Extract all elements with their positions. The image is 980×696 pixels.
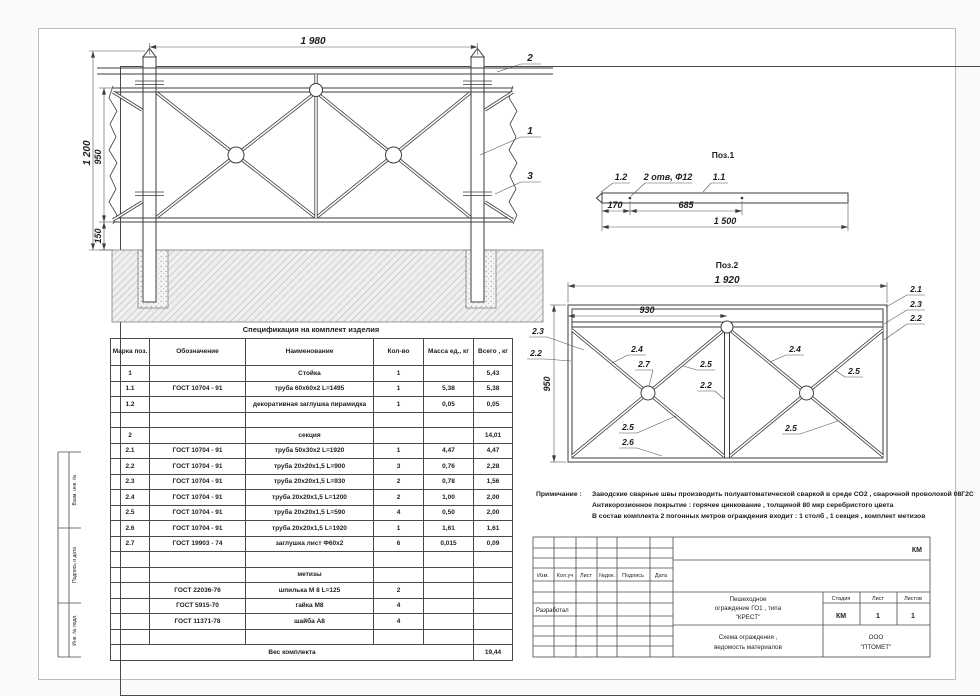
table-cell: 2 xyxy=(374,474,424,490)
table-cell xyxy=(374,629,424,645)
col-designation: Обозначение xyxy=(150,339,246,366)
pos1-callout-cap: 1.2 xyxy=(614,172,628,182)
table-cell: 5,38 xyxy=(474,381,513,397)
break-line-right xyxy=(509,86,517,224)
table-row xyxy=(111,366,513,382)
pos2-drawing xyxy=(527,260,925,462)
stage-label: Стадия xyxy=(831,596,851,602)
table-cell: труба 50х30х2 L=1920 xyxy=(246,443,374,459)
table-cell: декоративная заглушка пирамидка xyxy=(246,397,374,413)
doc-code: КМ xyxy=(911,547,922,554)
dim-fence-bottom-gap: 150 xyxy=(93,228,103,244)
table-cell: 2.2 xyxy=(111,459,150,475)
table-cell xyxy=(424,366,474,382)
table-cell: 0,09 xyxy=(474,536,513,552)
dim-fence-section-height: 950 xyxy=(93,149,103,165)
table-cell: труба 20х20х1,5 L=900 xyxy=(246,459,374,475)
pos1-hole-1 xyxy=(629,197,632,200)
revision-col-data: Дата xyxy=(654,573,668,579)
side-stamp-texts xyxy=(72,475,78,646)
table-cell xyxy=(111,583,150,599)
total-weight-value: 19,44 xyxy=(474,645,513,661)
node-disc-right xyxy=(386,147,402,163)
sheets-label: Листов xyxy=(904,596,922,602)
table-cell xyxy=(111,412,150,428)
table-cell: шайба А8 xyxy=(246,614,374,630)
callout-post: 1 xyxy=(527,126,533,137)
col-total-mass: Всего , кг xyxy=(474,339,513,366)
table-cell: 0,78 xyxy=(424,474,474,490)
pos2-callout-diag-short-upper-right: 2.5 xyxy=(848,366,860,376)
post-left xyxy=(143,57,156,302)
project-line-3: "КРЕСТ" xyxy=(735,614,761,621)
pos2-callout-top-rail: 2.1 xyxy=(910,284,922,294)
pos2-callout-side-post-right: 2.2 xyxy=(910,313,922,323)
pos2-disc-top xyxy=(721,321,733,333)
table-cell: 3 xyxy=(374,459,424,475)
table-cell: 1 xyxy=(374,381,424,397)
side-box-1: Взам. инв. № xyxy=(72,474,78,506)
callout-bracket: 3 xyxy=(527,171,533,182)
note-line: Заводские сварные швы производить полуавтоматической сваркой в среде СО2 , сварочной проволокой 08Г2С xyxy=(592,491,974,498)
table-cell xyxy=(111,598,150,614)
table-cell: 1,61 xyxy=(474,521,513,537)
table-row xyxy=(111,443,513,459)
table-cell: ГОСТ 10704 - 91 xyxy=(150,505,246,521)
table-cell: 2 xyxy=(374,490,424,506)
dim-fence-span: 1 980 xyxy=(300,36,326,47)
table-cell: метизы xyxy=(246,567,374,583)
pos2-disc-right xyxy=(800,386,814,400)
pos2-callout-diag-short-lower-left: 2.5 xyxy=(622,422,634,432)
table-cell: ГОСТ 10704 - 91 xyxy=(150,459,246,475)
table-cell xyxy=(111,567,150,583)
stage-value: КМ xyxy=(835,613,847,620)
sheet-label: Лист xyxy=(872,596,884,602)
col-mark: Марка поз. xyxy=(111,339,150,366)
doc-title-line-2: ведомость материалов xyxy=(714,644,782,651)
pos2-callout-bottom-rail: 2.6 xyxy=(622,437,634,447)
company-line-1: ООО xyxy=(868,634,884,641)
break-line-left xyxy=(109,86,117,224)
table-cell: труба 60х60х2 L=1495 xyxy=(246,381,374,397)
role-developed: Разработал xyxy=(536,608,569,614)
table-cell: 0,50 xyxy=(424,505,474,521)
table-cell: труба 20х20х1,5 L=1200 xyxy=(246,490,374,506)
table-cell xyxy=(424,583,474,599)
title-block-texts xyxy=(536,547,922,651)
table-cell xyxy=(424,552,474,568)
pos1-callout-tube: 1.1 xyxy=(712,172,726,182)
col-name: Наименование xyxy=(246,339,374,366)
table-cell: 4,47 xyxy=(424,443,474,459)
table-cell: 2,00 xyxy=(474,490,513,506)
pos1-tube xyxy=(602,193,848,203)
table-row xyxy=(111,552,513,568)
notes-lines xyxy=(592,489,974,522)
table-cell: 4 xyxy=(374,505,424,521)
table-cell: 4,47 xyxy=(474,443,513,459)
revision-col-podpis: Подпись xyxy=(622,573,644,579)
table-cell: труба 20х20х1,5 L=1920 xyxy=(246,521,374,537)
table-cell xyxy=(474,567,513,583)
table-cell xyxy=(474,552,513,568)
table-cell: 1 xyxy=(111,366,150,382)
revision-col-list: Лист xyxy=(580,573,592,579)
notes-block xyxy=(536,489,974,522)
table-cell xyxy=(474,614,513,630)
side-box-2: Подпись и дата xyxy=(72,547,78,583)
table-cell: гайка М8 xyxy=(246,598,374,614)
pos1-cap-tip xyxy=(597,193,603,203)
pos2-callout-mid-rail-left: 2.3 xyxy=(532,326,544,336)
pos2-callout-center-post: 2.2 xyxy=(700,380,712,390)
pos2-callout-leaders xyxy=(527,295,925,456)
pos2-dim-width: 1 920 xyxy=(714,275,740,286)
pos1-dim-b: 685 xyxy=(678,200,694,210)
table-cell: 1,61 xyxy=(424,521,474,537)
project-line-2: ограждение ГО1 , типа xyxy=(714,605,782,612)
table-cell xyxy=(424,412,474,428)
table-cell xyxy=(246,412,374,428)
table-cell xyxy=(150,552,246,568)
table-cell: 14,01 xyxy=(474,428,513,444)
table-row xyxy=(111,583,513,599)
table-cell: ГОСТ 10704 - 91 xyxy=(150,381,246,397)
spec-title: Спецификация на комплект изделия xyxy=(242,325,380,334)
sheet-value: 1 xyxy=(876,613,880,620)
pos2-title: Поз.2 xyxy=(715,260,739,270)
table-cell xyxy=(374,567,424,583)
table-cell: 1 xyxy=(374,443,424,459)
table-cell: 2.1 xyxy=(111,443,150,459)
project-line-1: Пешеходное xyxy=(729,596,767,603)
col-qty: Кол-во xyxy=(374,339,424,366)
spec-table xyxy=(110,338,513,661)
table-row xyxy=(111,412,513,428)
table-cell xyxy=(374,552,424,568)
table-row xyxy=(111,381,513,397)
pos2-dim-half-width: 930 xyxy=(639,305,655,315)
table-cell: 2.7 xyxy=(111,536,150,552)
table-cell xyxy=(150,428,246,444)
dim-fence-total-height: 1 200 xyxy=(82,140,93,166)
table-cell xyxy=(474,629,513,645)
table-cell: 5,43 xyxy=(474,366,513,382)
clamp-marks xyxy=(135,81,492,196)
sheets-value: 1 xyxy=(911,613,915,620)
table-cell: 0,05 xyxy=(424,397,474,413)
spec-header-row xyxy=(111,339,513,366)
table-cell: 1 xyxy=(374,366,424,382)
table-row xyxy=(111,614,513,630)
table-row xyxy=(111,459,513,475)
fence-front-view xyxy=(82,36,553,322)
table-cell xyxy=(150,629,246,645)
callout-top-rail: 2 xyxy=(527,53,533,64)
pos1-callout-holes: 2 отв, Ф12 xyxy=(643,172,693,182)
table-cell: труба 20х20х1,5 L=590 xyxy=(246,505,374,521)
table-cell xyxy=(150,397,246,413)
table-cell: секция xyxy=(246,428,374,444)
table-cell: ГОСТ 22036-76 xyxy=(150,583,246,599)
pos2-disc-left xyxy=(641,386,655,400)
table-cell: ГОСТ 5915-70 xyxy=(150,598,246,614)
table-cell: 0,015 xyxy=(424,536,474,552)
table-cell: 2,28 xyxy=(474,459,513,475)
table-row xyxy=(111,397,513,413)
table-cell: 5,38 xyxy=(424,381,474,397)
table-cell: 1,00 xyxy=(424,490,474,506)
table-cell: 1 xyxy=(374,397,424,413)
table-cell: 2 xyxy=(374,583,424,599)
pos2-callout-disc: 2.7 xyxy=(638,359,650,369)
table-cell xyxy=(374,412,424,428)
pos2-callout-diag-long-left: 2.4 xyxy=(631,344,643,354)
table-row xyxy=(111,428,513,444)
table-cell: 2.4 xyxy=(111,490,150,506)
doc-title-line-1: Схема ограждения , xyxy=(718,634,778,641)
table-cell xyxy=(111,629,150,645)
table-cell: ГОСТ 19903 - 74 xyxy=(150,536,246,552)
specification-block xyxy=(110,324,512,661)
pos2-callout-diag-long-right: 2.4 xyxy=(789,344,801,354)
table-row xyxy=(111,567,513,583)
table-cell xyxy=(424,428,474,444)
table-cell xyxy=(424,614,474,630)
table-cell xyxy=(374,428,424,444)
pos2-callout-side-post-left: 2.2 xyxy=(530,348,542,358)
table-cell: 4 xyxy=(374,614,424,630)
pos1-dim-total: 1 500 xyxy=(713,216,737,226)
pos1-drawing xyxy=(597,150,849,231)
partial-diagonals xyxy=(113,92,513,220)
table-cell xyxy=(424,629,474,645)
table-row xyxy=(111,490,513,506)
pos1-hole-2 xyxy=(741,197,744,200)
pos1-dim-a: 170 xyxy=(607,200,623,210)
table-cell xyxy=(474,598,513,614)
table-cell: 1 xyxy=(374,521,424,537)
table-cell: 6 xyxy=(374,536,424,552)
table-cell: 2 xyxy=(111,428,150,444)
table-cell xyxy=(474,412,513,428)
table-cell xyxy=(150,412,246,428)
pos2-dim-height: 950 xyxy=(542,376,552,392)
table-cell: 0,76 xyxy=(424,459,474,475)
note-line: В состав комплекта 2 погонных метров ограждения входит : 1 столб , 1 секция , комплект метизов xyxy=(592,513,926,520)
table-cell: труба 20х20х1,5 L=930 xyxy=(246,474,374,490)
side-box-3: Инв. № подл. xyxy=(72,614,78,646)
table-row xyxy=(111,474,513,490)
table-cell xyxy=(150,366,246,382)
table-cell: ГОСТ 10704 - 91 xyxy=(150,474,246,490)
pos1-title: Поз.1 xyxy=(711,150,735,160)
pos2-diagonals xyxy=(572,330,883,456)
table-cell: Стойка xyxy=(246,366,374,382)
notes-label: Примечание : xyxy=(536,491,582,498)
table-row xyxy=(111,598,513,614)
table-row xyxy=(111,521,513,537)
note-line: Антикорозионное покрытие : горячее цинкование , толщиной 80 мкр серебристого цвета xyxy=(592,502,894,509)
spec-footer-row xyxy=(111,645,513,661)
table-cell xyxy=(111,552,150,568)
node-disc-left xyxy=(228,147,244,163)
pos2-callout-mid-rail-right: 2.3 xyxy=(910,299,922,309)
table-cell: 2.3 xyxy=(111,474,150,490)
table-cell xyxy=(150,567,246,583)
table-cell xyxy=(474,583,513,599)
table-cell xyxy=(246,552,374,568)
node-disc-top xyxy=(310,84,323,97)
table-cell: 1.1 xyxy=(111,381,150,397)
col-unit-mass: Масса ед., кг xyxy=(424,339,474,366)
total-weight-label: Вес комплекта xyxy=(111,645,474,661)
revision-col-koluch: Кол.уч xyxy=(556,573,574,579)
table-cell: ГОСТ 10704 - 91 xyxy=(150,490,246,506)
table-cell: ГОСТ 10704 - 91 xyxy=(150,521,246,537)
table-cell: ГОСТ 11371-78 xyxy=(150,614,246,630)
table-cell: 1.2 xyxy=(111,397,150,413)
table-cell: заглушка лист Ф60х2 xyxy=(246,536,374,552)
table-cell xyxy=(111,614,150,630)
table-cell: 2.5 xyxy=(111,505,150,521)
table-cell: 2,00 xyxy=(474,505,513,521)
table-cell: 2.6 xyxy=(111,521,150,537)
revision-col-izm: Изм. xyxy=(537,573,549,579)
revision-col-ndok: №док. xyxy=(598,573,616,579)
table-cell: 0,05 xyxy=(474,397,513,413)
pos2-callout-diag-short-upper-left: 2.5 xyxy=(700,359,712,369)
table-cell xyxy=(424,567,474,583)
company-line-2: "ПТОМЕТ" xyxy=(860,644,892,651)
table-row xyxy=(111,536,513,552)
table-cell xyxy=(246,629,374,645)
table-cell: 4 xyxy=(374,598,424,614)
table-row xyxy=(111,629,513,645)
table-row xyxy=(111,505,513,521)
table-cell xyxy=(424,598,474,614)
table-cell: шпилька М 8 L=125 xyxy=(246,583,374,599)
post-right xyxy=(471,57,484,302)
table-cell: 1,56 xyxy=(474,474,513,490)
table-cell: ГОСТ 10704 - 91 xyxy=(150,443,246,459)
pos2-callout-diag-short-lower-right: 2.5 xyxy=(785,423,797,433)
